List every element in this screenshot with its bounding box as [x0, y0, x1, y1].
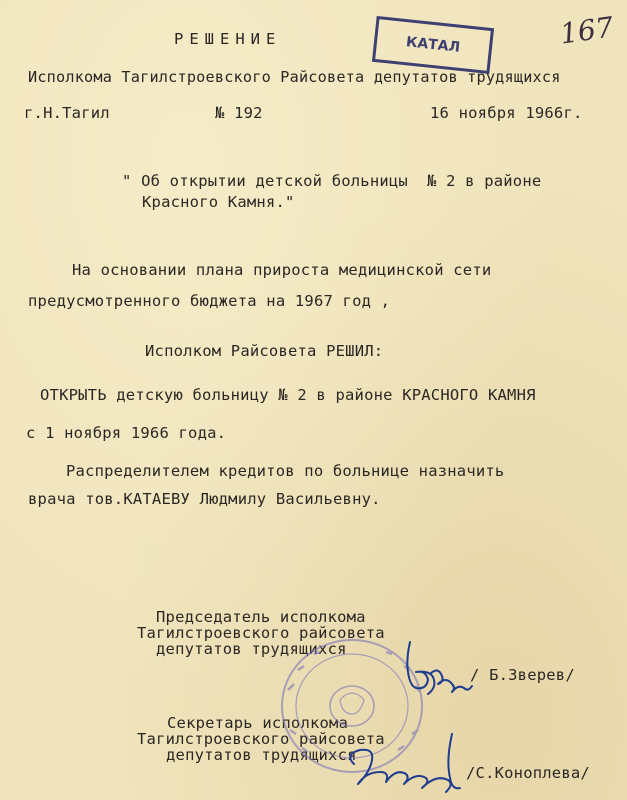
- chair-title-line-1: Председатель исполкома: [156, 608, 366, 626]
- paragraph-2-line-2: с 1 ноября 1966 года.: [26, 424, 227, 442]
- chair-name: / Б.Зверев/: [470, 666, 575, 684]
- secretary-signature-icon: [340, 724, 500, 798]
- decided-heading: Исполком Райсовета РЕШИЛ:: [145, 342, 384, 360]
- subject-line-2: Красного Камня.": [142, 193, 295, 211]
- city: г.Н.Тагил: [24, 104, 110, 122]
- paragraph-1-line-1: На основании плана прироста медицинской сети: [72, 261, 492, 279]
- chair-title-line-3: депутатов трудящихся: [156, 640, 347, 658]
- document-issuer: Исполкома Тагилстроевского Райсовета депутатов трудящихся: [28, 68, 561, 86]
- document-title: РЕШЕНИЕ: [174, 30, 282, 48]
- secretary-title-line-3: депутатов трудящихся: [166, 746, 357, 764]
- chair-signature-icon: [400, 634, 480, 700]
- chair-title-line-2: Тагилстроевского райсовета: [137, 624, 385, 642]
- decision-date: 16 ноября 1966г.: [430, 104, 583, 122]
- secretary-name: /С.Коноплева/: [466, 764, 590, 782]
- secretary-title-line-2: Тагилстроевского райсовета: [137, 730, 385, 748]
- paragraph-2-line-1: ОТКРЫТЬ детскую больницу № 2 в районе КРАСНОГО КАМНЯ: [40, 386, 536, 404]
- paragraph-1-line-2: предусмотренного бюджета на 1967 год ,: [28, 292, 391, 310]
- archive-stamp: КАТАЛ: [372, 16, 494, 74]
- decision-number: № 192: [215, 104, 263, 122]
- secretary-title-line-1: Секретарь исполкома: [167, 714, 349, 732]
- paragraph-3-line-1: Распределителем кредитов по больнице назначить: [66, 462, 505, 480]
- page-number: 167: [557, 10, 616, 51]
- subject-line-1: " Об открытии детской больницы № 2 в районе: [122, 172, 542, 190]
- paragraph-3-line-2: врача тов.КАТАЕВУ Людмилу Васильевну.: [28, 490, 381, 508]
